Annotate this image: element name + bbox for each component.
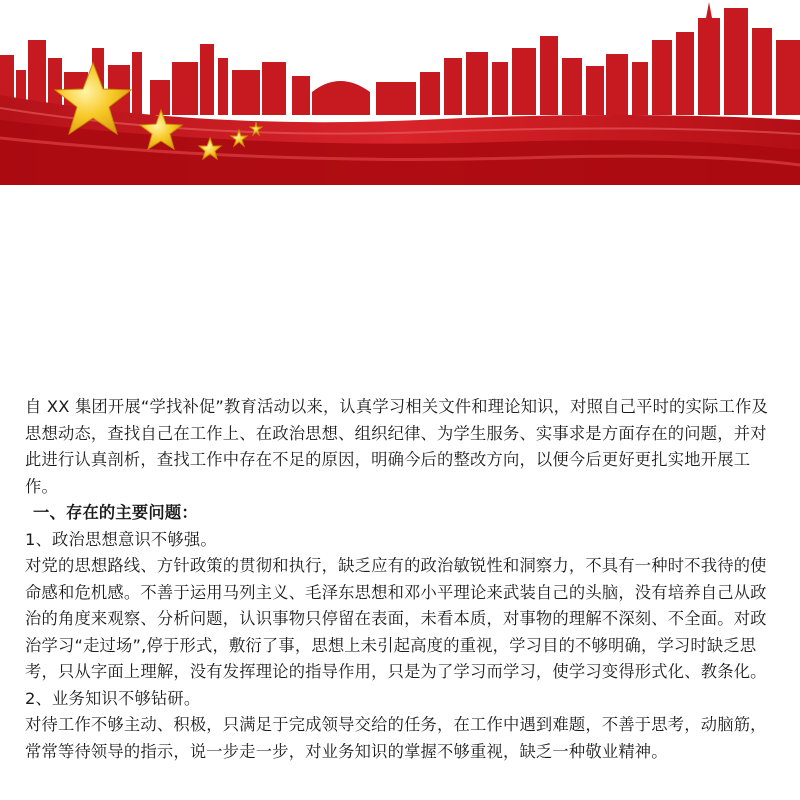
document-body — [25, 394, 780, 765]
section-heading: 一、存在的主要问题： — [33, 503, 198, 522]
city-skyline-banner — [0, 0, 800, 185]
subheading-2: 2、业务知识不够钻研。 — [25, 688, 201, 708]
intro-paragraph: 自 XX 集团开展“学找补促”教育活动以来，认真学习相关文件和理论知识，对照自己平时的实际工作及思想动态，查找自己在工作上、在政治思想、组织纪律、为学生服务、实事求是方面存在的问题，并对此进行认真剖析，查找工作中存在不足的原因，明确今后的整改方向，以便今后更好更扎实地开展工作。 — [25, 397, 768, 496]
subheading-1: 1、政治思想意识不够强。 — [25, 529, 217, 549]
body-paragraph-2: 对待工作不够主动、积极，只满足于完成领导交给的任务，在工作中遇到难题，不善于思考，动脑筋，常常等待领导的指示，说一步走一步，对业务知识的掌握不够重视，缺乏一种敬业精神。 — [25, 715, 767, 761]
body-paragraph-1: 对党的思想路线、方针政策的贯彻和执行，缺乏应有的政治敏锐性和洞察力，不具有一种时不我待的使命感和危机感。不善于运用马列主义、毛泽东思想和邓小平理论来武装自己的头脑，没有培养自己从政治的角度来观察、分析问题，认识事物只停留在表面，未看本质，对事物的理解不深刻、不全面。对政治学习“走过场”,停于形式，敷衍了事，思想上未引起高度的重视，学习目的不够明确，学习时缺乏思考，只从字面上理解，没有发挥理论的指导作用，只是为了学习而学习，使学习变得形式化、教条化。 — [25, 556, 767, 681]
header-banner — [0, 0, 800, 185]
